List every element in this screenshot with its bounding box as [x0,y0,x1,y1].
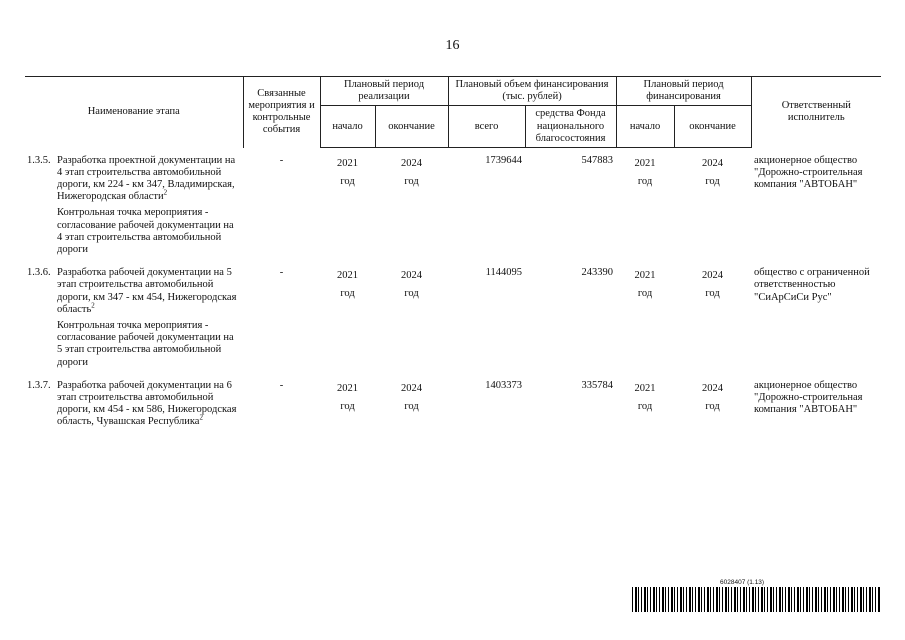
footnote-marker: 2 [91,301,95,310]
header-name: Наименование этапа [25,77,243,148]
row-total: 1144095 [485,267,523,279]
header-fin-period: Плановый период финансирования [616,77,751,106]
header-responsible: Ответственный исполнитель [751,77,881,148]
footnote-marker: 2 [163,188,168,197]
row-fund: 243390 [581,267,614,279]
row-fin-start: 2021 год [634,158,656,188]
row-start: 2021 год [337,158,359,188]
header-total: всего [448,106,525,148]
row-number: 1.3.7. [27,379,51,391]
row-fin-end: 2024 год [702,158,724,188]
control-point-text: Контрольная точка мероприятия - согласование рабочей документации на 4 этап строительства автомобильной дороги [57,207,234,255]
row-name: Разработка проектной документации на 4 этап строительства автомобильной дороги, км 224 - км 347, Владимирская, Нижегородская области$^2$ [57,154,236,203]
row-name: Разработка рабочей документации на 5 этап строительства автомобильной дороги, км 347 - км 454, Нижегородская область$^2$ [57,267,237,315]
row-related: - [279,154,284,166]
row-fin-end: 2024 год [702,270,724,300]
row-start: 2021 год [337,270,359,300]
header-fin-end: окончание [674,106,751,148]
control-point-row [25,203,881,260]
barcode-bars [632,587,881,612]
barcode-label: 6028407 (1.13) [720,579,765,586]
row-end: 2024 год [401,382,423,412]
header-fund: средства Фонда национального благосостояния [525,106,616,148]
control-point-text: Контрольная точка мероприятия - согласование рабочей документации на 5 этап строительства автомобильной дороги [57,319,234,368]
row-name: Разработка рабочей документации на 6 этап строительства автомобильной дороги, км 454 - км 586, Нижегородская область, Чувашская Республика$^2$ [57,379,237,428]
control-point-row [25,316,881,373]
row-responsible: акционерное общество "Дорожно-строительная компания "АВТОБАН" [754,154,863,190]
footnote-marker: 2 [199,413,203,422]
plan-table [25,76,881,429]
barcode [632,579,881,614]
row-responsible: общество с ограниченной ответственностью "СиАрСиСи Рус" [754,267,870,303]
header-plan-volume: Плановый объем финансирования (тыс. рублей) [448,77,616,106]
row-responsible: акционерное общество "Дорожно-строительная компания "АВТОБАН" [754,379,863,416]
row-end: 2024 год [401,270,423,300]
row-fund: 335784 [581,379,614,391]
row-fin-end: 2024 год [702,382,724,412]
header-end: окончание [375,106,448,148]
table-row [25,148,881,204]
row-related: - [279,267,284,279]
row-fin-start: 2021 год [634,270,656,300]
row-start: 2021 год [337,382,359,412]
row-total: 1739644 [485,155,523,167]
row-fund: 547883 [581,155,614,167]
page-number: 16 [445,38,460,53]
row-number: 1.3.6. [27,267,51,279]
header-plan-period: Плановый период реализации [320,77,448,106]
table-row [25,373,881,429]
row-number: 1.3.5. [27,154,51,166]
header-fin-start: начало [616,106,674,148]
header-start: начало [320,106,375,148]
row-fin-start: 2021 год [634,382,656,412]
row-end: 2024 год [401,158,423,188]
row-related: - [279,379,284,391]
header-related: Связанные мероприятия и контрольные события [243,77,320,148]
table-row [25,260,881,316]
row-total: 1403373 [485,379,523,391]
